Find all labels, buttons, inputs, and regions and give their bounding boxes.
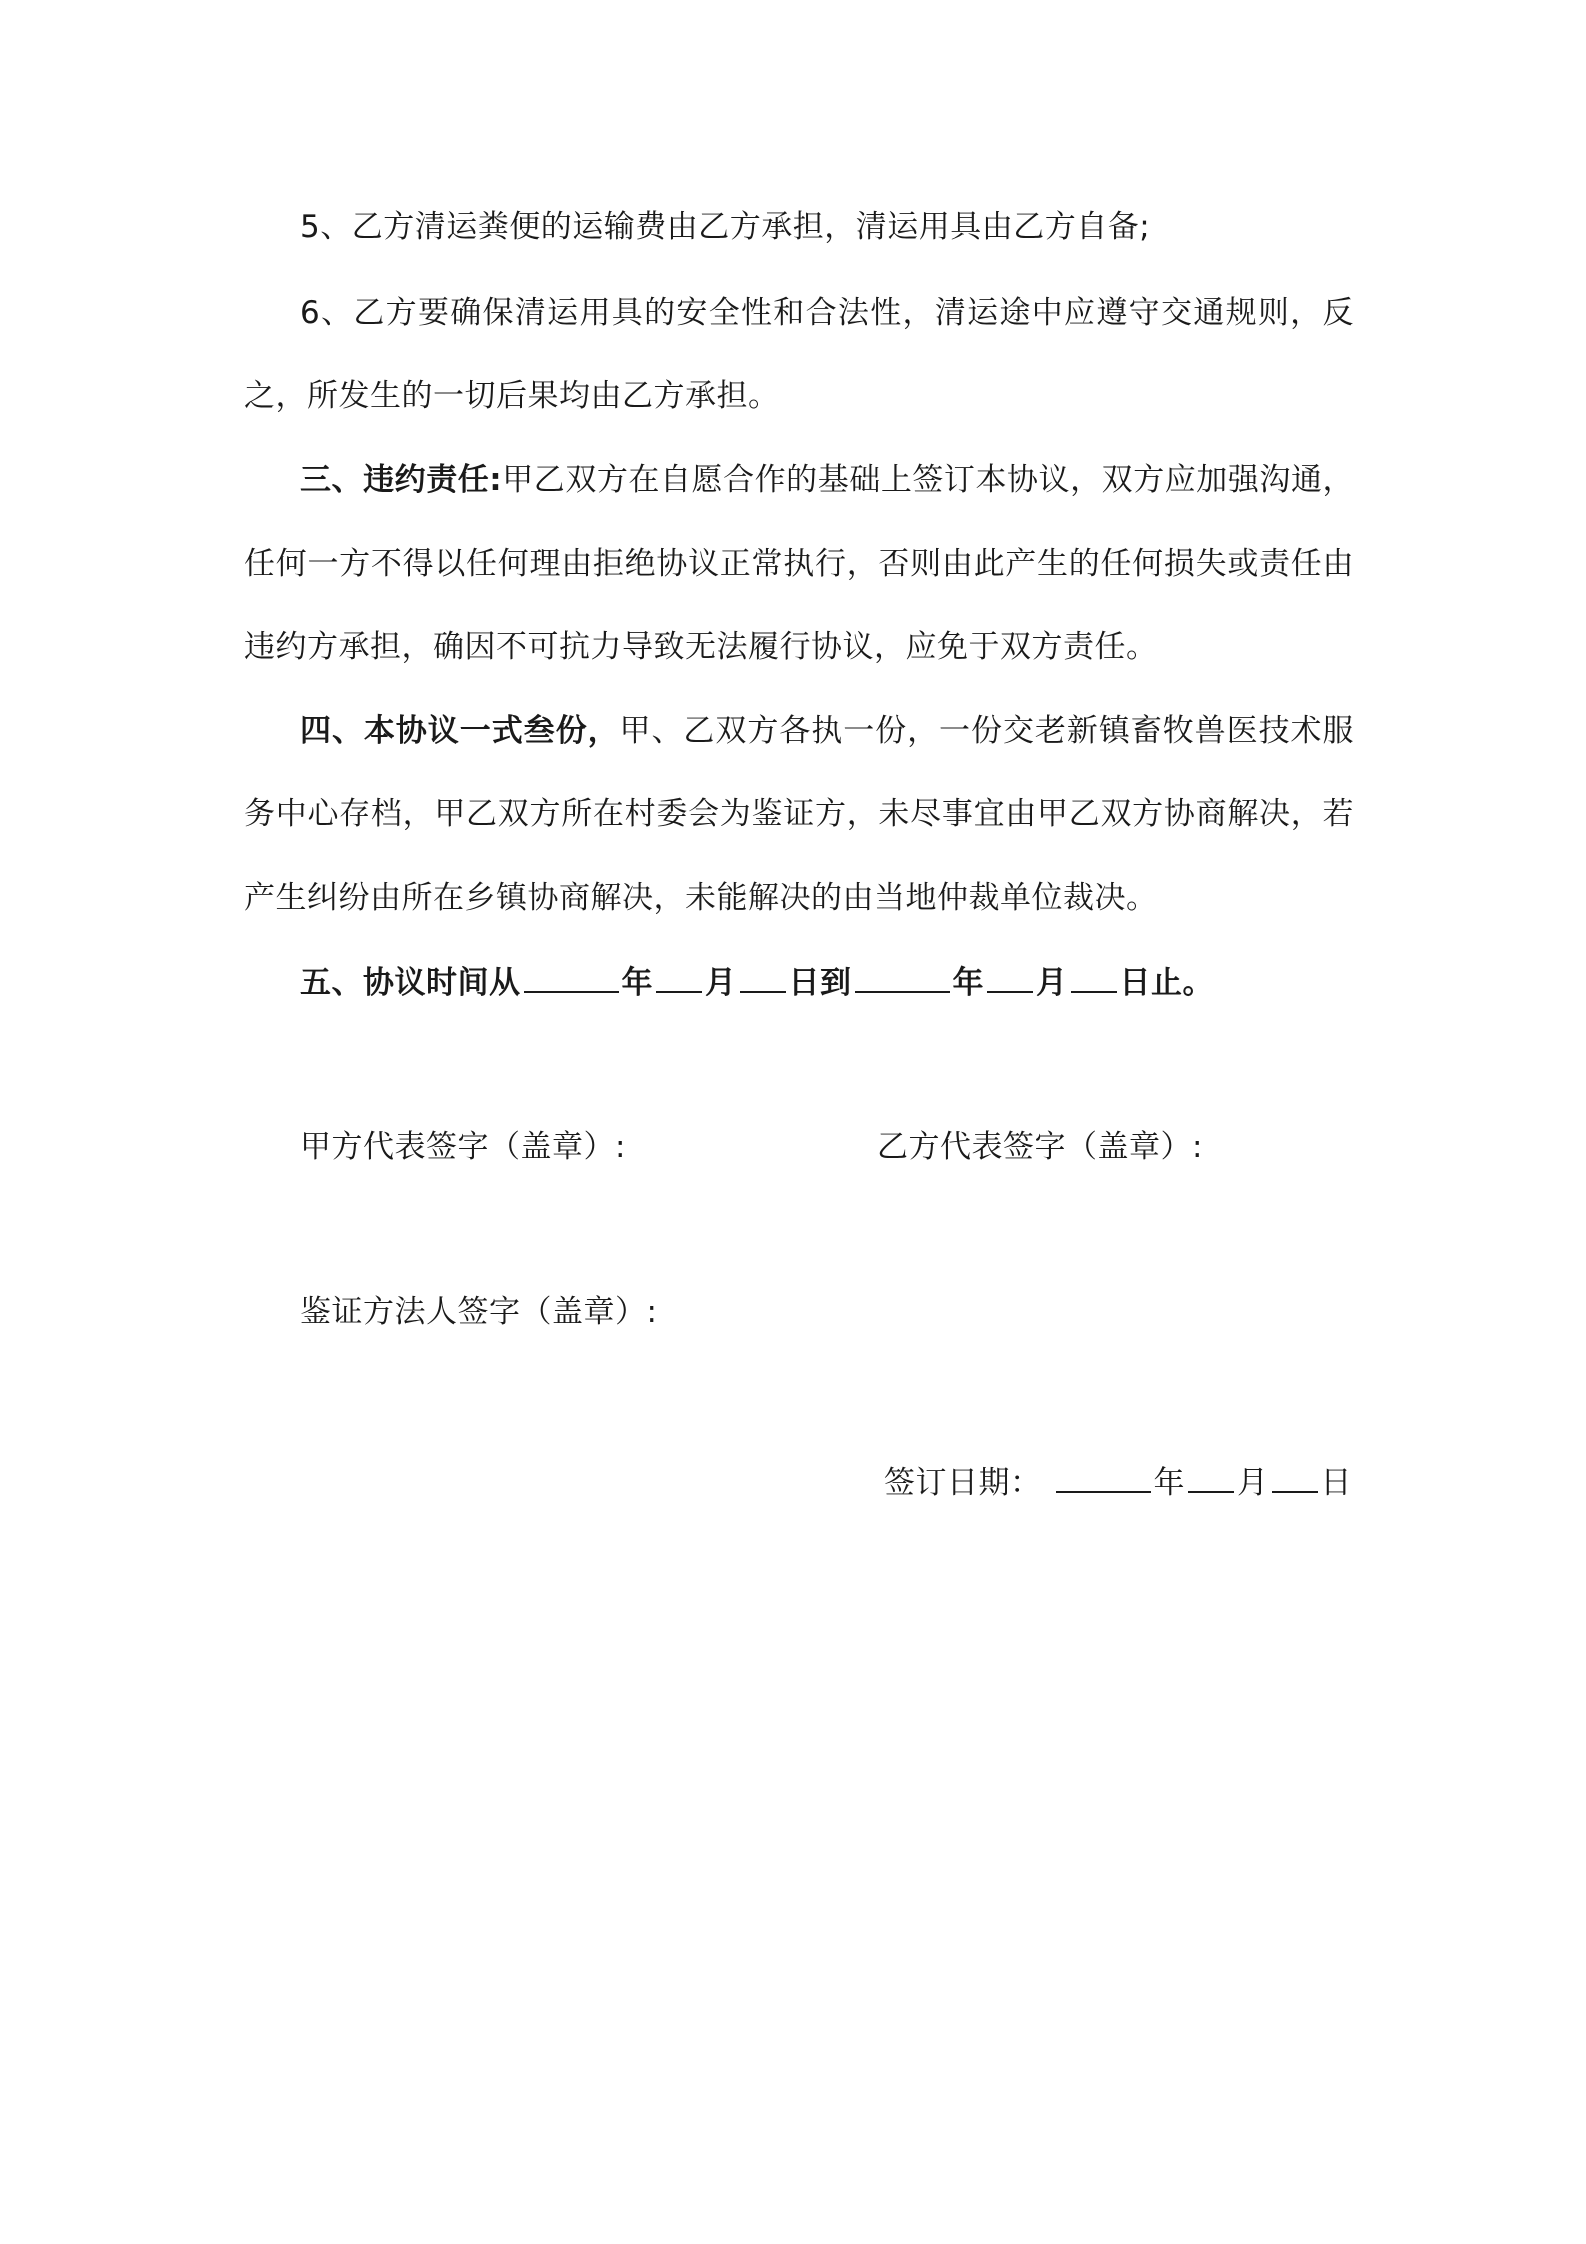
sign-date-year-blank [1056,1461,1151,1493]
witness-signature-label: 鉴证方法人签字（盖章）: [300,1294,658,1330]
section-5-prefix: 五、协议时间从 [300,965,521,1001]
section-4-line-1 [300,711,1354,751]
sign-date-day-label: 日 [1320,1465,1352,1501]
sign-date-month-label: 月 [1237,1465,1269,1501]
term-end-day-label: 日止。 [1119,965,1214,1001]
party-b-signature-label: 乙方代表签字（盖章）: [877,1129,1203,1165]
term-end-year-blank [855,961,950,993]
section-4-heading: 四、本协议一式叁份， [300,713,620,749]
term-start-day-label: 日到 [788,965,852,1001]
section-4-line-2: 务中心存档，甲乙双方所在村委会为鉴证方，未尽事宜由甲乙双方协商解决，若 [244,796,1354,832]
term-start-day-blank [740,961,786,993]
term-start-year-label: 年 [621,965,653,1001]
term-end-year-label: 年 [952,965,984,1001]
party-a-signature-label: 甲方代表签字（盖章）: [300,1129,626,1165]
section-3-line-1 [300,460,1354,500]
section-3-line-2: 任何一方不得以任何理由拒绝协议正常执行，否则由此产生的任何损失或责任由 [244,546,1354,582]
sign-date-month-blank [1188,1461,1234,1493]
clause-5: 5、乙方清运粪便的运输费由乙方承担，清运用具由乙方自备; [300,209,1151,245]
sign-date-label: 签订日期： [884,1465,1042,1501]
term-end-month-label: 月 [1036,965,1068,1001]
section-3-line-1-text: 甲乙双方在自愿合作的基础上签订本协议，双方应加强沟通， [502,462,1354,498]
sign-date [884,1461,1352,1503]
clause-6-line-1: 6、乙方要确保清运用具的安全性和合法性，清运途中应遵守交通规则，反 [300,295,1354,331]
term-end-day-blank [1071,961,1117,993]
section-4-line-3: 产生纠纷由所在乡镇协商解决，未能解决的由当地仲裁单位裁决。 [244,880,1158,916]
clause-6-line-2: 之，所发生的一切后果均由乙方承担。 [244,378,780,414]
section-4-line-1-text: 甲、乙双方各执一份，一份交老新镇畜牧兽医技术服 [619,713,1354,749]
sign-date-year-label: 年 [1153,1465,1185,1501]
section-3-line-3: 违约方承担，确因不可抗力导致无法履行协议，应免于双方责任。 [244,629,1158,665]
sign-date-day-blank [1272,1461,1318,1493]
section-5-term [300,961,1214,1003]
section-3-heading: 三、违约责任: [300,462,503,498]
term-start-month-blank [656,961,702,993]
term-start-month-label: 月 [705,965,737,1001]
term-start-year-blank [524,961,619,993]
term-end-month-blank [987,961,1033,993]
